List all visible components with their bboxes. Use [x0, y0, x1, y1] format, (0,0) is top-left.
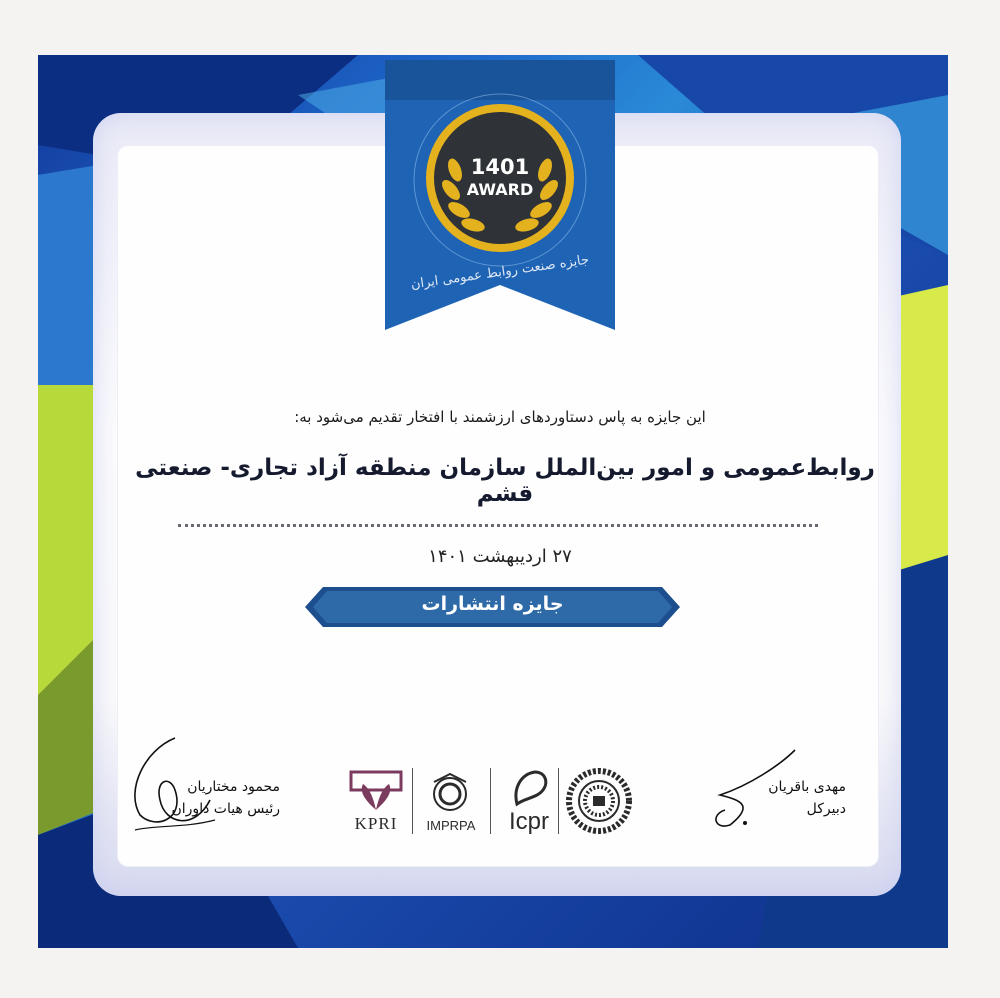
icpr-logo-icon	[505, 768, 553, 808]
signatory-right-name: مهدی باقریان	[768, 779, 846, 795]
recipient-name: روابط‌عمومی و امور بین‌الملل سازمان منطقه آزاد تجاری- صنعتی قشم	[135, 455, 875, 507]
award-date: ۲۷ اردیبهشت ۱۴۰۱	[428, 546, 572, 567]
imprpa-logo-icon	[426, 772, 474, 814]
award-category: جایزه انتشارات	[421, 593, 564, 615]
signatory-left-title: رئیس هیات داوران	[171, 801, 280, 817]
signatory-right-title: دبیرکل	[806, 801, 846, 817]
logo-divider	[490, 768, 491, 834]
signatory-right	[710, 776, 846, 820]
logo-icpr-label: Icpr	[508, 808, 549, 835]
award-arc-title: جایزه صنعت روابط عمومی ایران	[410, 252, 590, 293]
seal-logo-icon	[566, 768, 632, 834]
logo-imprpa-label: IMPRPA	[426, 818, 476, 833]
kpri-logo-icon	[347, 770, 405, 814]
signatory-left	[160, 776, 280, 820]
intro-text: این جایزه به پاس دستاوردهای ارزشمند با افتخار تقدیم می‌شود به:	[294, 408, 706, 426]
award-year: 1401	[470, 155, 530, 179]
award-label: AWARD	[466, 180, 534, 199]
logo-divider	[412, 768, 413, 834]
signatory-left-name: محمود مختاریان	[187, 779, 280, 795]
logo-kpri-label: KPRI	[354, 814, 398, 833]
dotted-divider	[178, 524, 818, 527]
logo-divider	[558, 768, 559, 834]
